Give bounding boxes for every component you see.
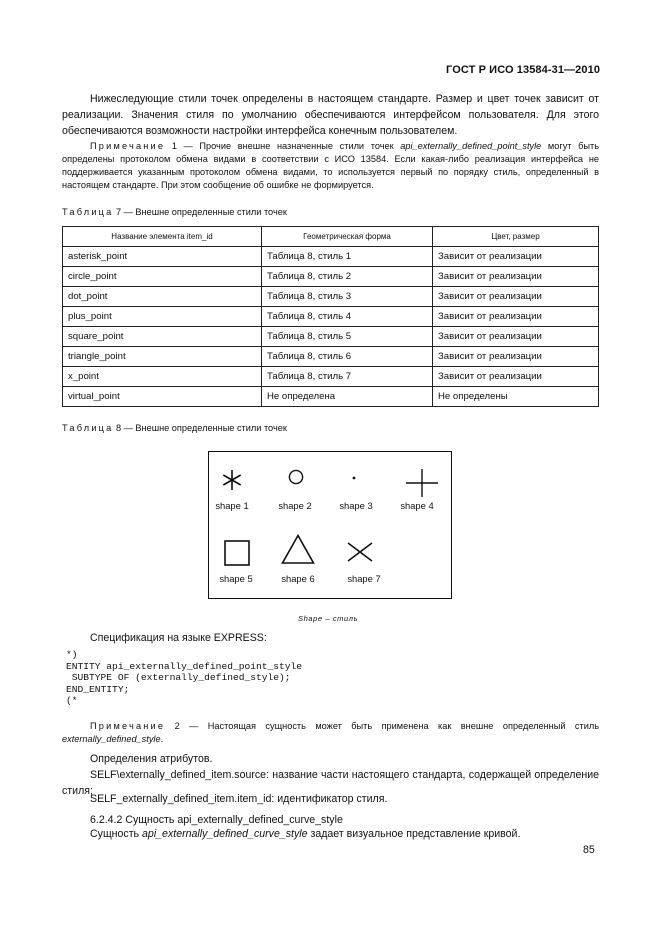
document-header: ГОСТ Р ИСО 13584-31—2010: [446, 64, 601, 76]
plus-icon: [406, 469, 438, 497]
asterisk-icon: [221, 469, 243, 491]
table-cell: Не определена: [262, 387, 433, 407]
table-cell: square_point: [63, 327, 262, 347]
curve-style-paragraph: Сущность api_externally_defined_curve_style задает визуальное представление кривой.: [90, 828, 521, 840]
table-row: [63, 367, 599, 387]
figure-caption: Shape – стиль: [298, 614, 359, 623]
table-cell: x_point: [63, 367, 262, 387]
table-cell: Таблица 8, стиль 4: [262, 307, 433, 327]
table-cell: Таблица 8, стиль 2: [262, 267, 433, 287]
table-cell: circle_point: [63, 267, 262, 287]
table-header-cell: Цвет, размер: [433, 227, 599, 247]
attribute-item-id: SELF_externally_defined_item.item_id: идентификатор стиля.: [90, 793, 388, 805]
page-number: 85: [583, 844, 595, 856]
table7-caption: Таблица 7 — Внешне определенные стили точек: [62, 207, 287, 217]
table-cell: Зависит от реализации: [433, 327, 599, 347]
table-cell: Зависит от реализации: [433, 267, 599, 287]
table-cell: Не определены: [433, 387, 599, 407]
table-cell: dot_point: [63, 287, 262, 307]
intro-paragraph: Нижеследующие стили точек определены в настоящем стандарте. Размер и цвет точек зависит от реализации. Значения стиля по умолчанию обеспечиваются интерфейсом пользователя. Для этого обеспечиваются возможности настройки интерфейса конечным пользователем.: [62, 93, 599, 137]
table-cell: Таблица 8, стиль 6: [262, 347, 433, 367]
shape-label: shape 5: [219, 573, 253, 584]
note-1: Примечание 1 — Прочие внешне назначенные стили точек api_externally_defined_point_style могут быть определены протоколом обмена видами в соответствии с ИСО 13584. Если какая-либо реализация интерфейса не поддерживается указанным протоколом обмена видами, то используется первый по порядку стиль, определенный в настоящем стандарте. При этом сообщение об ошибке не формируется.: [62, 141, 600, 190]
shape-label: shape 4: [400, 500, 434, 511]
shape-label: shape 6: [281, 573, 315, 584]
table-cell: Зависит от реализации: [433, 347, 599, 367]
table-row: [63, 327, 599, 347]
note-2: Примечание 2 — Настоящая сущность может быть применена как внешне определенный стиль externally_defined_style.: [62, 721, 599, 744]
table-header-cell: Название элемента item_id: [63, 227, 262, 247]
square-icon: [224, 540, 250, 566]
table-row: [63, 387, 599, 407]
table-row: [63, 347, 599, 367]
attribute-source: SELF\externally_defined_item.source: название части настоящего стандарта, содержащей определение стиля;: [62, 769, 599, 797]
express-code: *) ENTITY api_externally_defined_point_style SUBTYPE OF (externally_defined_style); END_ENTITY; (*: [66, 649, 303, 707]
table-row: [63, 287, 599, 307]
express-title: Спецификация на языке EXPRESS:: [90, 632, 267, 644]
table8-caption: Таблица 8 — Внешне определенные стили точек: [62, 423, 287, 433]
shape-label: shape 2: [278, 500, 312, 511]
table-cell: Зависит от реализации: [433, 247, 599, 267]
x-icon: [347, 542, 373, 562]
circle-icon: [288, 469, 304, 485]
attributes-title: Определения атрибутов.: [90, 753, 213, 765]
shapes-figure: [208, 451, 452, 599]
table-cell: asterisk_point: [63, 247, 262, 267]
table-cell: Таблица 8, стиль 1: [262, 247, 433, 267]
table-cell: triangle_point: [63, 347, 262, 367]
table-cell: Таблица 8, стиль 5: [262, 327, 433, 347]
table-cell: Зависит от реализации: [433, 307, 599, 327]
shape-label: shape 3: [339, 500, 373, 511]
table-cell: Зависит от реализации: [433, 367, 599, 387]
table-row: [63, 307, 599, 327]
table-cell: virtual_point: [63, 387, 262, 407]
table-cell: Зависит от реализации: [433, 287, 599, 307]
dot-icon: [352, 476, 356, 480]
triangle-icon: [281, 534, 315, 564]
table-cell: Таблица 8, стиль 3: [262, 287, 433, 307]
table-cell: plus_point: [63, 307, 262, 327]
shape-label: shape 7: [347, 573, 381, 584]
section-heading: 6.2.4.2 Сущность api_externally_defined_curve_style: [90, 814, 343, 826]
table-header-row: [63, 227, 599, 247]
table-row: [63, 247, 599, 267]
shape-label: shape 1: [215, 500, 249, 511]
table-row: [63, 267, 599, 287]
table-7: [62, 226, 599, 407]
table-header-cell: Геометрическая форма: [262, 227, 433, 247]
table-cell: Таблица 8, стиль 7: [262, 367, 433, 387]
